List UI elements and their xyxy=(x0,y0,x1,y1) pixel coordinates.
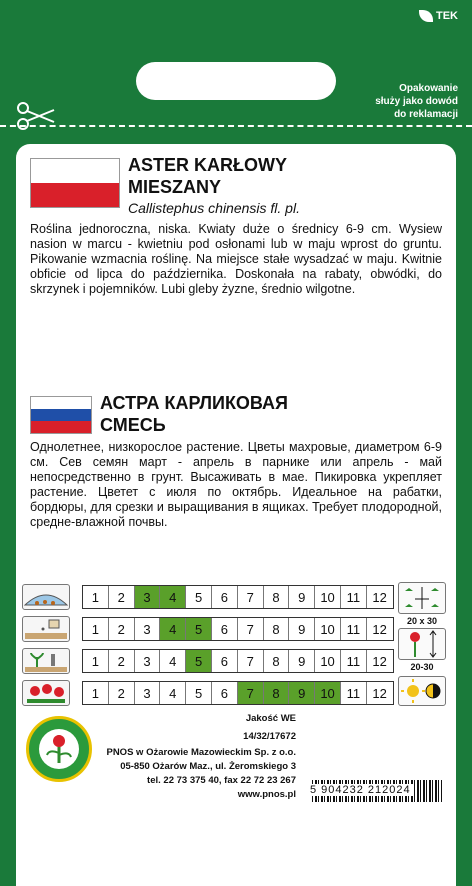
month-cell: 11 xyxy=(341,618,367,640)
month-cell: 3 xyxy=(135,682,161,704)
brand-logo xyxy=(419,10,458,22)
month-cell: 4 xyxy=(160,618,186,640)
month-cell: 4 xyxy=(160,682,186,704)
calendar-row-flowering xyxy=(82,681,394,705)
month-cell: 4 xyxy=(160,650,186,672)
polish-title: ASTER KARŁOWY MIESZANY xyxy=(128,155,287,197)
month-cell: 1 xyxy=(83,618,109,640)
spacing-icon xyxy=(398,582,446,614)
calendar-row-sowing-under-cover xyxy=(82,585,394,609)
producer-address: 05-850 Ożarów Maz., ul. Żeromskiego 3 xyxy=(120,761,296,772)
calendar-row-sowing-in-ground xyxy=(82,617,394,641)
spacing-label: 20 x 30 xyxy=(406,616,438,626)
polish-description: Roślina jednoroczna, niska. Kwiaty duże o średnicy 6-9 cm. Wysiew nasion w marcu - kwietniu pod osłonami lub w maju wprost do gruntu. Pikowanie wzmacnia roślinę. Na miejsce stałe wysadzać w maju. Kwitnie obficie od lipca do października. Doskonała na rabaty, obwódki, do skrzynek i pojemników. Lubi gleby żyzne, średnio wilgotne. xyxy=(30,222,442,296)
month-cell: 10 xyxy=(315,618,341,640)
hang-hole xyxy=(136,62,336,100)
month-cell: 2 xyxy=(109,586,135,608)
month-cell: 7 xyxy=(238,618,264,640)
month-cell: 1 xyxy=(83,682,109,704)
producer-name: PNOS w Ożarowie Mazowieckim Sp. z o.o. xyxy=(106,747,296,758)
leaf-icon xyxy=(419,10,433,22)
calendar-row-planting-out xyxy=(82,649,394,673)
brand-mark: TEK xyxy=(436,10,458,22)
month-cell: 2 xyxy=(109,618,135,640)
quality-class: Jakość WE xyxy=(245,713,296,724)
month-cell: 5 xyxy=(186,650,212,672)
packet-back xyxy=(16,144,456,886)
month-cell: 3 xyxy=(135,618,161,640)
month-cell: 6 xyxy=(212,650,238,672)
month-cell: 12 xyxy=(372,589,387,605)
month-cell: 2 xyxy=(109,650,135,672)
month-cell: 9 xyxy=(289,618,315,640)
producer-web: www.pnos.pl xyxy=(237,789,296,800)
month-cell: 8 xyxy=(264,682,290,704)
month-cell: 11 xyxy=(341,650,367,672)
month-cell: 9 xyxy=(289,650,315,672)
month-cell: 7 xyxy=(238,682,264,704)
russian-description: Однолетнее, низкорослое растение. Цветы махровые, диаметром 6-9 см. Сев семян март - апрель в парнике или апрель - май непосредственно в грунт. Высаживать в мае. Пикировка укрепляет растение. Цветет с июля по октябрь. Идеальное на рабатки, бордюры, для срезки и выращивания в ящиках. Требует плодородной, средне-влажной почвы. xyxy=(30,440,442,529)
month-cell: 6 xyxy=(212,586,238,608)
barcode-number: 5 904232 212024 xyxy=(310,784,411,796)
greenhouse-sowing-icon xyxy=(22,584,70,610)
ground-sowing-icon xyxy=(22,616,70,642)
polish-flag-icon xyxy=(30,158,120,208)
month-cell: 5 xyxy=(186,682,212,704)
month-cell: 9 xyxy=(289,682,315,704)
month-cell: 5 xyxy=(186,618,212,640)
month-cell: 10 xyxy=(315,650,341,672)
planting-out-icon xyxy=(22,648,70,674)
cut-line xyxy=(0,125,472,127)
producer-code: 14/32/17672 xyxy=(243,731,296,742)
sun-partial-shade-icon xyxy=(398,676,446,706)
month-cell: 9 xyxy=(289,586,315,608)
producer-phone: tel. 22 73 375 40, fax 22 72 23 267 xyxy=(147,775,296,786)
month-cell: 3 xyxy=(135,650,161,672)
month-cell: 11 xyxy=(341,682,367,704)
month-cell: 7 xyxy=(238,586,264,608)
month-cell: 1 xyxy=(83,650,109,672)
month-cell: 2 xyxy=(109,682,135,704)
month-cell: 12 xyxy=(372,621,387,637)
month-cell: 5 xyxy=(186,586,212,608)
month-cell: 10 xyxy=(315,586,341,608)
month-cell: 4 xyxy=(160,586,186,608)
flowering-icon xyxy=(22,680,70,706)
month-cell: 8 xyxy=(264,650,290,672)
russian-flag-icon xyxy=(30,396,92,434)
month-cell: 10 xyxy=(315,682,341,704)
month-cell: 7 xyxy=(238,650,264,672)
month-cell: 3 xyxy=(135,586,161,608)
latin-name: Callistephus chinensis fl. pl. xyxy=(128,200,300,216)
month-cell: 12 xyxy=(372,685,387,701)
packaging-notice: Opakowanie służy jako dowód do reklamacji xyxy=(375,83,458,120)
russian-title: АСТРА КАРЛИКОВАЯ СМЕСЬ xyxy=(100,393,288,435)
producer-seal-logo xyxy=(26,716,92,782)
month-cell: 8 xyxy=(264,586,290,608)
month-cell: 8 xyxy=(264,618,290,640)
month-cell: 6 xyxy=(212,618,238,640)
month-cell: 1 xyxy=(83,586,109,608)
month-cell: 6 xyxy=(212,682,238,704)
plant-height-label: 20-30 xyxy=(410,662,434,672)
plant-height-icon xyxy=(398,628,446,660)
month-cell: 11 xyxy=(341,586,367,608)
month-cell: 12 xyxy=(372,653,387,669)
